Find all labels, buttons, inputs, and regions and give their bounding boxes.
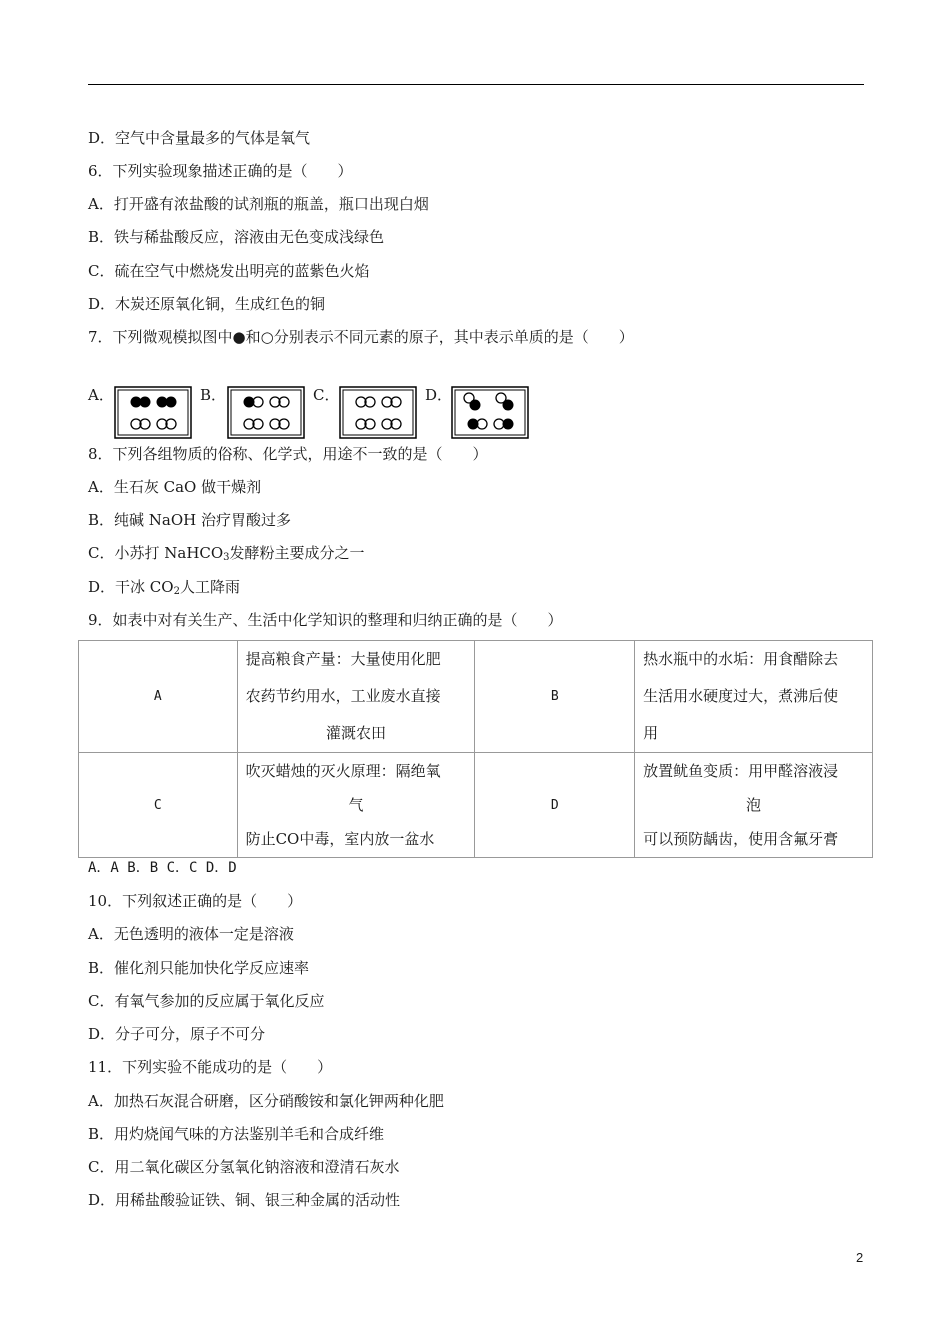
q7-diagram-a <box>114 386 192 439</box>
cell-line: 农药节约用水，工业废水直接 <box>245 687 441 705</box>
q10-option-a: A．无色透明的液体一定是溶液 <box>88 925 294 943</box>
q6-stem: 6．下列实验现象描述正确的是（ ） <box>88 162 353 180</box>
table-cell-a-label: A <box>79 641 238 753</box>
q11-option-d: D．用稀盐酸验证铁、铜、银三种金属的活动性 <box>88 1191 401 1209</box>
cell-line: 可以预防龋齿，使用含氟牙膏 <box>643 830 839 848</box>
q7-option-b-label: B． <box>200 386 227 404</box>
page-number: 2 <box>856 1250 864 1265</box>
table-cell-d-label: D <box>475 753 635 858</box>
q8-stem: 8．下列各组物质的俗称、化学式，用途不一致的是（ ） <box>88 445 488 463</box>
q9-options: A．A B．B C．C D．D <box>88 860 237 876</box>
cell-line: 热水瓶中的水垢：用食醋除去 <box>643 650 839 668</box>
q7-option-d-label: D． <box>425 386 453 404</box>
q6-option-a: A．打开盛有浓盐酸的试剂瓶的瓶盖，瓶口出现白烟 <box>88 195 429 213</box>
cell-line: 泡 <box>746 796 762 814</box>
header-rule <box>88 84 864 85</box>
cell-line: 生活用水硬度过大，煮沸后使 <box>643 687 839 705</box>
q8-option-c <box>88 543 365 563</box>
q6-option-c: C．硫在空气中燃烧发出明亮的蓝紫色火焰 <box>88 262 370 280</box>
q7-option-c-label: C． <box>313 386 340 404</box>
q10-option-d: D．分子可分，原子不可分 <box>88 1025 266 1043</box>
table-cell-c-content <box>237 753 475 858</box>
cell-line: 吹灭蜡烛的灭火原理：隔绝氧 <box>245 762 441 780</box>
q6-option-b: B．铁与稀盐酸反应，溶液由无色变成浅绿色 <box>88 228 385 246</box>
q8d-text-post: 人工降雨 <box>179 578 240 596</box>
q8d-subscript: 2 <box>173 586 180 597</box>
q8-option-b: B．纯碱 NaOH 治疗胃酸过多 <box>88 511 292 529</box>
q5-option-d: D．空气中含量最多的气体是氧气 <box>88 129 311 147</box>
q10-option-b: B．催化剂只能加快化学反应速率 <box>88 959 310 977</box>
q7-stem: 7．下列微观模拟图中●和○分别表示不同元素的原子，其中表示单质的是（ ） <box>88 328 634 346</box>
cell-line: 用 <box>643 724 659 742</box>
q7-diagram-c <box>339 386 417 439</box>
q9-stem: 9．如表中对有关生产、生活中化学知识的整理和归纳正确的是（ ） <box>88 611 563 629</box>
q8c-subscript: 3 <box>223 552 230 563</box>
cell-line: 灌溉农田 <box>326 724 387 742</box>
q8c-text-pre: C．小苏打 NaHCO <box>88 544 224 562</box>
table-row <box>79 641 873 753</box>
cell-line: 防止CO中毒，室内放一盆水 <box>245 830 435 848</box>
q8-option-d <box>88 577 240 597</box>
q6-option-d: D．木炭还原氧化铜，生成红色的铜 <box>88 295 326 313</box>
q11-option-b: B．用灼烧闻气味的方法鉴别羊毛和合成纤维 <box>88 1125 385 1143</box>
table-cell-d-content <box>635 753 873 858</box>
q11-stem: 11．下列实验不能成功的是（ ） <box>88 1058 333 1076</box>
table-cell-a-content <box>237 641 475 753</box>
cell-line: 放置鱿鱼变质：用甲醛溶液浸 <box>643 762 839 780</box>
q11-option-c: C．用二氧化碳区分氢氧化钠溶液和澄清石灰水 <box>88 1158 400 1176</box>
q9-table <box>78 640 873 858</box>
q8-option-a: A．生石灰 CaO 做干燥剂 <box>88 478 262 496</box>
q7-diagram-d <box>451 386 529 439</box>
q11-option-a: A．加热石灰混合研磨，区分硝酸铵和氯化钾两种化肥 <box>88 1092 444 1110</box>
table-cell-b-content <box>635 641 873 753</box>
q10-option-c: C．有氧气参加的反应属于氧化反应 <box>88 992 325 1010</box>
cell-line: 提高粮食产量：大量使用化肥 <box>245 650 441 668</box>
table-cell-c-label: C <box>79 753 238 858</box>
q8c-text-post: 发酵粉主要成分之一 <box>229 544 365 562</box>
q8d-text-pre: D．干冰 CO <box>88 578 174 596</box>
q10-stem: 10．下列叙述正确的是（ ） <box>88 892 303 910</box>
cell-line: 气 <box>348 796 364 814</box>
table-row <box>79 753 873 858</box>
q7-option-a-label: A． <box>88 386 114 404</box>
table-cell-b-label: B <box>475 641 635 753</box>
q7-diagram-b <box>227 386 305 439</box>
